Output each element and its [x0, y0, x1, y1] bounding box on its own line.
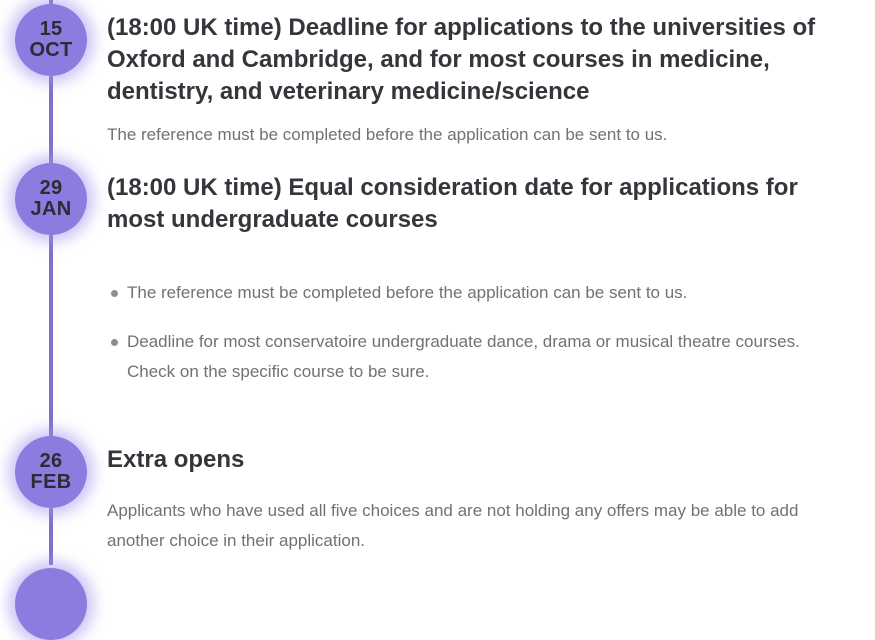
- timeline-node-partial: [15, 568, 87, 640]
- date-day: 15: [39, 18, 63, 40]
- bullet-item-text: The reference must be completed before the application can be sent to us.: [127, 283, 688, 302]
- entry-title-equal-consideration: (18:00 UK time) Equal consideration date for applications for most undergraduate courses: [107, 174, 798, 233]
- bullet-item: [107, 278, 807, 308]
- entry-description-reference-note: The reference must be completed before the application can be sent to us.: [107, 125, 668, 144]
- date-month: JAN: [30, 198, 72, 220]
- date-month: OCT: [29, 39, 73, 61]
- entry-description-extra-opens: Applicants who have used all five choices and are not holding any offers may be able to add another choice in their application.: [107, 501, 799, 550]
- timeline-node-15-oct: [15, 4, 87, 76]
- date-day: 26: [39, 450, 63, 472]
- timeline-node-26-feb: [15, 436, 87, 508]
- bullet-dot-icon: [111, 339, 118, 346]
- bullet-dot-icon: [111, 290, 118, 297]
- timeline-node-29-jan: [15, 163, 87, 235]
- entry-title-extra-opens: Extra opens: [107, 446, 245, 473]
- entry-title-oxford-cambridge-deadline: (18:00 UK time) Deadline for applications to the universities of Oxford and Cambridge, and for most courses in medicine, dentistry, and veterinary medicine/science: [107, 14, 816, 105]
- bullet-item: [107, 327, 807, 387]
- bullet-list: [107, 278, 807, 406]
- date-month: FEB: [30, 471, 72, 493]
- bullet-item-text: Deadline for most conservatoire undergraduate dance, drama or musical theatre courses. Check on the specific course to be sure.: [127, 332, 800, 381]
- date-day: 29: [39, 177, 63, 199]
